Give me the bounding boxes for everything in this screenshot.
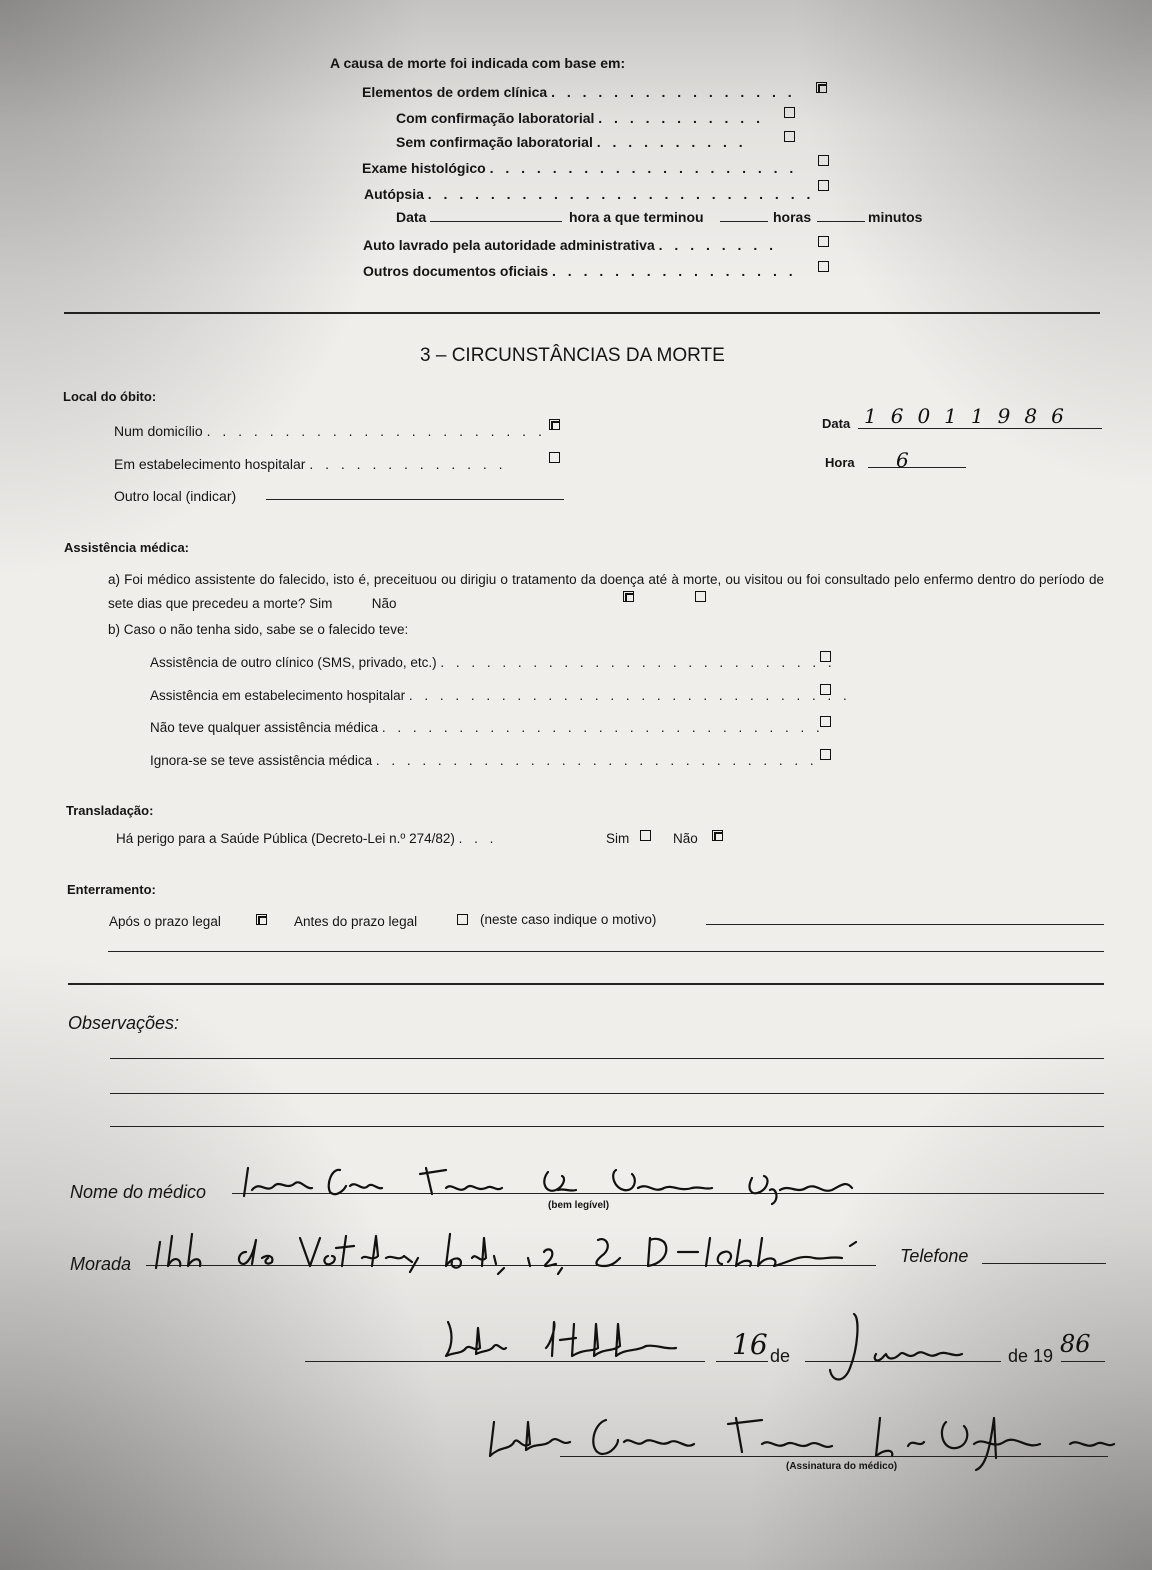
checkbox-assist-hospitalar[interactable]	[820, 684, 831, 695]
row-label: Elementos de ordem clínica	[362, 84, 548, 100]
row-label: Assistência de outro clínico (SMS, privado, etc.)	[150, 655, 437, 670]
row-autopsia: Autópsia . . . . . . . . . . . . . . . . . . . . . . . . .	[364, 186, 815, 202]
hora-obito-value: 6	[896, 448, 909, 472]
section-divider	[64, 312, 1100, 314]
row-label: Sem confirmação laboratorial	[396, 134, 593, 150]
row-label: Assistência em estabelecimento hospitalar	[150, 688, 406, 703]
checkbox-antes-prazo[interactable]	[457, 914, 468, 925]
row-label: Outros documentos oficiais	[363, 263, 549, 279]
autopsia-hour-label: hora a que terminou	[569, 209, 704, 225]
checkbox-question-a-nao[interactable]	[695, 591, 706, 602]
local-assinatura-handwriting	[436, 1318, 706, 1362]
transladacao-nao-label: Não	[673, 831, 698, 846]
checkbox-nao-teve-assistencia[interactable]	[820, 716, 831, 727]
row-auto-lavrado: Auto lavrado pela autoridade administrativa . . . . . . . .	[363, 237, 777, 253]
checkbox-exame-histologico[interactable]	[818, 155, 829, 166]
ano-value: 86	[1060, 1330, 1091, 1358]
checkbox-transladacao-nao[interactable]	[712, 830, 723, 841]
observacoes-line-3[interactable]	[110, 1126, 1104, 1127]
data-obito-value: 16011986	[864, 404, 1078, 428]
question-b: b) Caso o não tenha sido, sabe se o falecido teve:	[108, 622, 409, 637]
row-estabelecimento-hospitalar: Em estabelecimento hospitalar . . . . . . . . . . . . .	[114, 456, 507, 472]
assinatura-hint: (Assinatura do médico)	[786, 1461, 898, 1472]
row-label: Não teve qualquer assistência médica	[150, 720, 379, 735]
checkbox-auto-lavrado[interactable]	[818, 236, 829, 247]
motivo-field-line-1[interactable]	[706, 924, 1104, 925]
nome-medico-hint: (bem legível)	[548, 1200, 610, 1211]
apos-prazo-label: Após o prazo legal	[109, 914, 221, 929]
observacoes-line-1[interactable]	[110, 1058, 1104, 1059]
row-nao-teve-assistencia: Não teve qualquer assistência médica . . . . . . . . . . . . . . . . . . . . . . . . . . . . .	[150, 720, 824, 735]
checkbox-outro-clinico[interactable]	[820, 651, 831, 662]
row-label: Com confirmação laboratorial	[396, 110, 595, 126]
assinatura-field[interactable]	[560, 1456, 1108, 1457]
checkbox-apos-prazo[interactable]	[256, 914, 267, 925]
row-label: Em estabelecimento hospitalar	[114, 456, 306, 472]
telefone-field[interactable]	[982, 1263, 1106, 1264]
question-a-sim-label: Sim	[309, 596, 333, 611]
checkbox-sem-confirmacao[interactable]	[784, 131, 795, 142]
autopsia-date-label: Data	[396, 209, 427, 225]
checkbox-outros-documentos[interactable]	[818, 261, 829, 272]
checkbox-estabelecimento-hospitalar[interactable]	[549, 452, 560, 463]
row-label: Auto lavrado pela autoridade administrativa	[363, 237, 655, 253]
section-title: 3 – CIRCUNSTÂNCIAS DA MORTE	[420, 345, 725, 366]
enterramento-heading: Enterramento:	[67, 882, 156, 897]
autopsia-minutes-field[interactable]	[817, 221, 865, 222]
autopsia-date-field[interactable]	[430, 221, 562, 222]
transladacao-sim-label: Sim	[606, 831, 630, 846]
telefone-label: Telefone	[900, 1246, 969, 1266]
row-ignora-se: Ignora-se se teve assistência médica . . . . . . . . . . . . . . . . . . . . . . . . . . . . .	[150, 753, 818, 768]
hora-obito-label: Hora	[825, 455, 855, 470]
local-obito-heading: Local do óbito:	[63, 389, 157, 404]
transladacao-question: Há perigo para a Saúde Pública (Decreto-Lei n.º 274/82) . . .	[116, 831, 498, 846]
row-assist-hospitalar: Assistência em estabelecimento hospitalar . . . . . . . . . . . . . . . . . . . . . . . . . . . . .	[150, 688, 851, 703]
transladacao-heading: Transladação:	[66, 803, 154, 818]
row-outro-clinico: Assistência de outro clínico (SMS, privado, etc.) . . . . . . . . . . . . . . . . . . . . . . . . . .	[150, 655, 836, 670]
autopsia-horas-label: horas	[773, 209, 812, 225]
checkbox-autopsia[interactable]	[818, 180, 829, 191]
motivo-field-line-2[interactable]	[108, 951, 1104, 952]
row-label: Exame histológico	[362, 160, 486, 176]
antes-prazo-label: Antes do prazo legal	[294, 914, 418, 929]
section-divider-2	[68, 983, 1104, 985]
motivo-instruction: (neste caso indique o motivo)	[480, 912, 657, 927]
nome-medico-handwriting	[240, 1160, 920, 1204]
row-sem-confirmacao: Sem confirmação laboratorial . . . . . . . . . .	[396, 134, 747, 150]
checkbox-ignora-se[interactable]	[820, 749, 831, 760]
observacoes-line-2[interactable]	[110, 1093, 1104, 1094]
cause-basis-heading: A causa de morte foi indicada com base em:	[330, 55, 626, 71]
question-a	[108, 568, 1104, 616]
row-label: Ignora-se se teve assistência médica	[150, 753, 373, 768]
question-a-nao-label: Não	[371, 596, 397, 611]
hora-obito-field[interactable]	[868, 467, 966, 468]
checkbox-num-domicilio[interactable]	[549, 419, 560, 430]
row-label: Num domicílio	[114, 423, 203, 439]
row-outros-documentos: Outros documentos oficiais . . . . . . . . . . . . . . . .	[363, 263, 797, 279]
row-exame-histologico: Exame histológico . . . . . . . . . . . . . . . . . . . .	[362, 160, 798, 176]
checkbox-com-confirmacao[interactable]	[784, 107, 795, 118]
de-label-1: de	[770, 1346, 791, 1366]
observacoes-label: Observações:	[68, 1013, 180, 1033]
de-label-2: de 19	[1008, 1346, 1054, 1366]
morada-handwriting	[150, 1228, 880, 1274]
question-a-text: a) Foi médico assistente do falecido, isto é, preceituou ou dirigiu o tratamento da doença até à morte, ou visitou ou foi consultado pelo enfermo dentro do período de sete dias que precedeu a morte?	[108, 572, 1104, 611]
outro-local-label: Outro local (indicar)	[114, 488, 237, 504]
data-obito-label: Data	[822, 416, 851, 431]
row-num-domicilio: Num domicílio . . . . . . . . . . . . . . . . . . . . . .	[114, 423, 546, 439]
nome-medico-label: Nome do médico	[70, 1182, 207, 1202]
checkbox-elementos-clinica[interactable]	[816, 82, 827, 93]
outro-local-field[interactable]	[266, 499, 564, 500]
dia-value: 16	[732, 1328, 768, 1361]
dia-field[interactable]	[716, 1361, 768, 1362]
checkbox-transladacao-sim[interactable]	[640, 830, 651, 841]
assistencia-heading: Assistência médica:	[64, 540, 190, 555]
checkbox-question-a-sim[interactable]	[623, 591, 634, 602]
autopsia-minutos-label: minutos	[868, 209, 923, 225]
row-label: Autópsia	[364, 186, 424, 202]
ano-field[interactable]	[1061, 1361, 1105, 1362]
autopsia-hour-field[interactable]	[720, 221, 768, 222]
row-com-confirmacao: Com confirmação laboratorial . . . . . . . . . . .	[396, 110, 764, 126]
row-elementos-clinica: Elementos de ordem clínica . . . . . . . . . . . . . . . .	[362, 84, 796, 100]
morada-label: Morada	[70, 1254, 132, 1274]
data-obito-field[interactable]	[858, 404, 1104, 432]
mes-handwriting	[820, 1308, 990, 1388]
